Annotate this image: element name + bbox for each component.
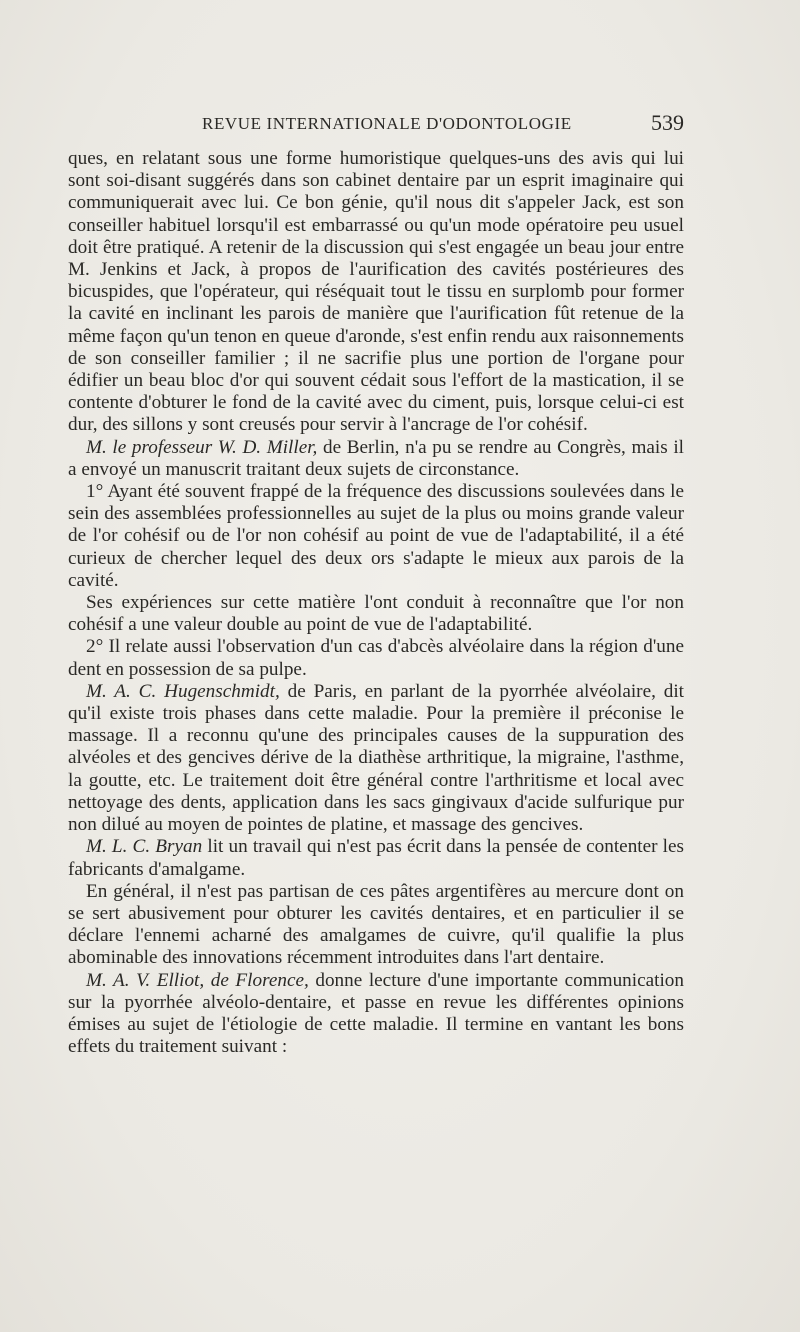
page-header — [68, 108, 684, 138]
paragraph-text: de Berlin, n'a pu se rendre au Congrès, mais il a envoyé un manuscrit traitant deux sujets de circonstance. — [68, 436, 684, 480]
speaker-name: M. A. V. Elliot, de Florence, — [86, 969, 309, 991]
speaker-name: M. L. C. Bryan — [86, 836, 203, 858]
paragraph — [68, 437, 684, 481]
paragraph — [68, 681, 684, 836]
paragraph-text: 1° Ayant été souvent frappé de la fréquence des discussions soulevées dans le sein des assemblées professionnelles au sujet de la plus ou moins grande valeur de l'or cohésif ou de l'or non cohésif au point de vue de l'adaptabilité, il a été curieux de chercher lequel des deux ors s'adapte le mieux aux parois de la cavité. — [68, 481, 684, 591]
paragraph — [68, 636, 684, 680]
paragraph — [68, 970, 684, 1059]
paragraph — [68, 836, 684, 880]
body-text — [68, 148, 684, 1058]
paragraph-text: donne lecture d'une importante communication sur la pyorrhée alvéolo-dentaire, et passe en revue les différentes opinions émises au sujet de l'étiologie de cette maladie. Il termine en vantant les bons effets du traitement suivant : — [68, 969, 684, 1058]
page-number: 539 — [651, 110, 684, 135]
paragraph-text: ques, en relatant sous une forme humoristique quelques-uns des avis qui lui sont soi-disant suggérés dans son cabinet dentaire par un esprit imaginaire qui communiquerait avec lui. Ce bon génie, qu'il nous dit s'appeler Jack, est son conseiller habituel lorsqu'il est embarrassé ou qu'un mode opératoire peu usuel doit être pratiqué. A retenir de la discussion qui s'est engagée un beau jour entre M. Jenkins et Jack, à propos de l'aurification des cavités postérieures des bicuspides, que l'opérateur, qui réséquait tout le tissu en surplomb pour former la cavité en inclinant les parois de manière que l'aurification fût retenue de la même façon qu'un tenon en queue d'aronde, s'est enfin rendu aux raisonnements de son conseiller familier ; il ne sacrifie plus une portion de l'organe pour édifier un beau bloc d'or qui souvent cédait sous l'effort de la mastication, il se contente d'obturer le fond de la cavité avec du ciment, puis, lorsque celui-ci est dur, des sillons y sont creusés pour servir à l'ancrage de l'or cohésif. — [68, 148, 684, 436]
paragraph-text: de Paris, en parlant de la pyorrhée alvéolaire, dit qu'il existe trois phases dans cette maladie. Pour la première il préconise le massage. Il a reconnu qu'une des principales causes de la suppuration des alvéoles et des gencives dérive de la diathèse arthritique, la migraine, l'asthme, la goutte, etc. Le traitement doit être général contre l'arthritisme et local avec nettoyage des dents, application dans les sacs gingivaux d'acide sulfurique pur non dilué au moyen de pointes de platine, et massage des gencives. — [68, 680, 684, 836]
paragraph-text: 2° Il relate aussi l'observation d'un cas d'abcès alvéolaire dans la région d'une dent en possession de sa pulpe. — [68, 636, 684, 680]
paragraph-text: lit un travail qui n'est pas écrit dans la pensée de contenter les fabricants d'amalgame. — [68, 836, 684, 880]
speaker-name: M. A. C. Hugenschmidt, — [86, 680, 280, 702]
running-title: REVUE INTERNATIONALE D'ODONTOLOGIE — [202, 114, 572, 133]
speaker-name: M. le professeur W. D. Miller, — [86, 436, 318, 458]
paragraph — [68, 481, 684, 592]
paragraph — [68, 881, 684, 970]
paragraph — [68, 148, 684, 437]
paragraph-text: En général, il n'est pas partisan de ces pâtes argentifères au mercure dont on se sert abusivement pour obturer les cavités dentaires, et en particulier il se déclare l'ennemi acharné des amalgames de cuivre, qu'il qualifie la plus abominable des innovations récemment introduites dans l'art dentaire. — [68, 880, 684, 969]
paragraph — [68, 592, 684, 636]
paragraph-text: Ses expériences sur cette matière l'ont conduit à reconnaître que l'or non cohésif a une valeur double au point de vue de l'adaptabilité. — [68, 592, 684, 636]
